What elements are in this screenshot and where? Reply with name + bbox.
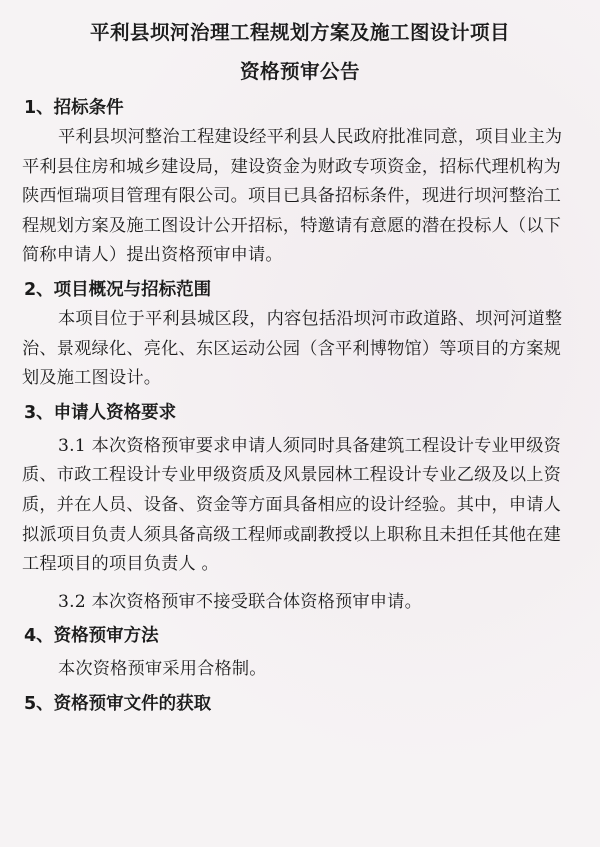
section-heading-4: 4、资格预审方法: [24, 626, 159, 647]
section-heading-3: 3、申请人资格要求: [24, 402, 177, 423]
section-4-paragraph: 本次资格预审采用合格制。: [58, 659, 267, 680]
section-heading-2: 2、项目概况与招标范围: [24, 279, 212, 300]
document-title: 平利县坝河治理工程规划方案及施工图设计项目: [89, 21, 510, 44]
section-heading-5: 5、资格预审文件的获取: [24, 693, 212, 714]
section-heading-1: 1、招标条件: [24, 98, 124, 118]
section-3-paragraph-1: 3.1 本次资格预审要求申请人须同时具备建筑工程设计专业甲级资质、市政工程设计专业甲级资质及风景园林工程设计专业乙级及以上资质，并在人员、设备、资金等方面具备相应的设计经验。其中，申请人拟派项目负责人须具备高级工程师或副教授以上职称且未担任其他在建工程项目的项目负责人 。: [22, 435, 562, 575]
section-1-paragraph: 平利县坝河整治工程建设经平利县人民政府批准同意，项目业主为平利县住房和城乡建设局，建设资金为财政专项资金，招标代理机构为陕西恒瑞项目管理有限公司。项目已具备招标条件，现进行坝河整治工程规划方案及施工图设计公开招标，特邀请有意愿的潜在投标人（以下简称申请人）提出资格预审申请。: [22, 127, 563, 266]
section-2-paragraph: 本项目位于平利县城区段，内容包括沿坝河市政道路、坝河河道整治、景观绿化、亮化、东区运动公园（含平利博物馆）等项目的方案规划及施工图设计。: [22, 308, 563, 389]
document-subtitle: 资格预审公告: [239, 60, 360, 83]
section-3-paragraph-2: 3.2 本次资格预审不接受联合体资格预审申请。: [58, 591, 422, 612]
